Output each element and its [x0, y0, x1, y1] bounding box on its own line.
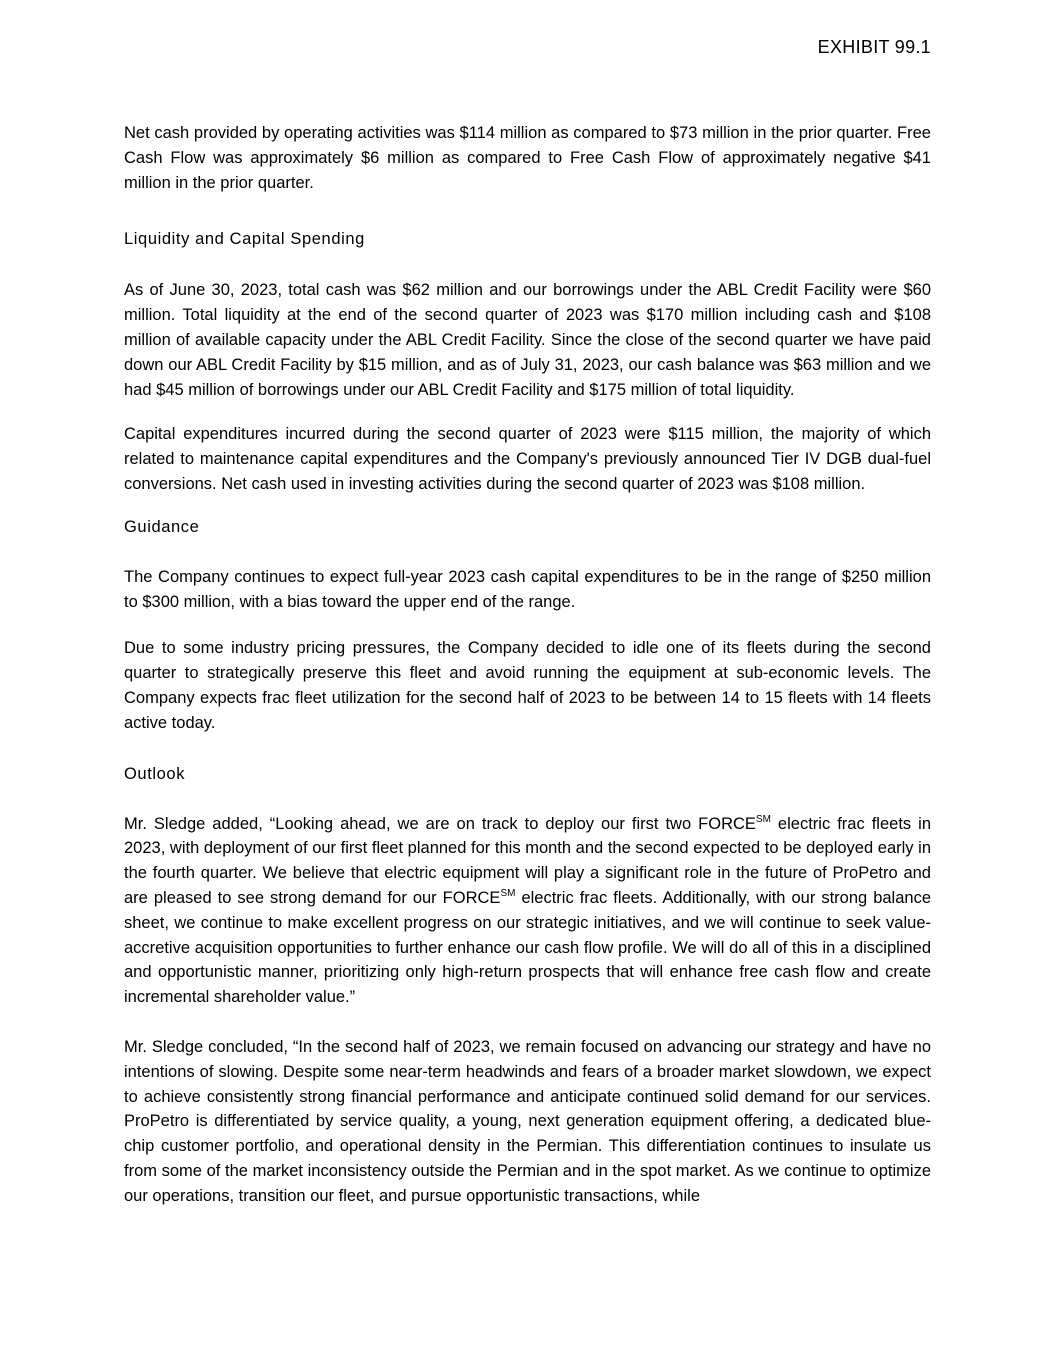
liquidity-paragraph: As of June 30, 2023, total cash was $62 million and our borrowings under the ABL Credit Facility were $60 million. Total liquidity at the end of the second quarter of 2023 was $170 million including cash and $108 million of available capacity under the ABL Credit Facility. Since the close of the second quarter we have paid down our ABL Credit Facility by $15 million, and as of July 31, 2023, our cash balance was $63 million and we had $45 million of borrowings under our ABL Credit Facility and $175 million of total liquidity. [124, 281, 931, 399]
outlook-text-part-3: electric frac fleets. Additionally, with our strong balance sheet, we continue to make excellent progress on our strategic initiatives, and we will continue to seek value-accretive acquisition opportunities to further enhance our cash flow profile. We will do all of this in a disciplined and opportunistic manner, prioritizing only high-return prospects that will enhance free cash flow and create incremental shareholder value.” [124, 888, 931, 1007]
cash-flow-paragraph: Net cash provided by operating activities was $114 million as compared to $73 million in the prior quarter. Free Cash Flow was approximately $6 million as compared to Free Cash Flow of approximately negative $41 million in the prior quarter. [124, 124, 931, 192]
service-mark-superscript: SM [500, 887, 516, 899]
outlook-text-part-2: electric frac fleets in 2023, with deployment of our first fleet planned for this month and the second expected to be deployed early in the fourth quarter. We believe that electric equipment will play a significant role in the future of ProPetro and are pleased to see strong demand for our FORCE [124, 814, 932, 907]
liquidity-heading: Liquidity and Capital Spending [124, 230, 365, 249]
outlook-quote-paragraph [124, 812, 931, 1010]
conclusion-paragraph: Mr. Sledge concluded, “In the second half of 2023, we remain focused on advancing our strategy and have no intentions of slowing. Despite some near-term headwinds and fears of a broader market slowdown, we expect to achieve consistently strong financial performance and anticipate continued solid demand for our services. ProPetro is differentiated by service quality, a young, next generation equipment offering, a dedicated blue-chip customer portfolio, and operational density in the Permian. This differentiation continues to insulate us from some of the market inconsistency outside the Permian and in the spot market. As we continue to optimize our operations, transition our fleet, and pursue opportunistic transactions, while [124, 1037, 931, 1205]
capex-paragraph: Capital expenditures incurred during the second quarter of 2023 were $115 million, the majority of which related to maintenance capital expenditures and the Company's previously announced Tier IV DGB dual-fuel conversions. Net cash used in investing activities during the second quarter of 2023 was $108 million. [124, 425, 931, 493]
outlook-text-part-1: Mr. Sledge added, “Looking ahead, we are on track to deploy our first two FORCE [124, 814, 756, 833]
outlook-heading: Outlook [124, 764, 186, 783]
guidance-heading: Guidance [124, 517, 200, 536]
guidance-utilization-paragraph: Due to some industry pricing pressures, the Company decided to idle one of its fleets during the second quarter to strategically preserve this fleet and avoid running the equipment at sub-economic levels. The Company expects frac fleet utilization for the second half of 2023 to be between 14 to 15 fleets with 14 fleets active today. [124, 639, 931, 732]
guidance-capex-paragraph: The Company continues to expect full-year 2023 cash capital expenditures to be in the range of $250 million to $300 million, with a bias toward the upper end of the range. [124, 567, 931, 611]
document-body [124, 121, 931, 1209]
exhibit-label: EXHIBIT 99.1 [817, 37, 931, 57]
service-mark-superscript: SM [755, 813, 771, 825]
